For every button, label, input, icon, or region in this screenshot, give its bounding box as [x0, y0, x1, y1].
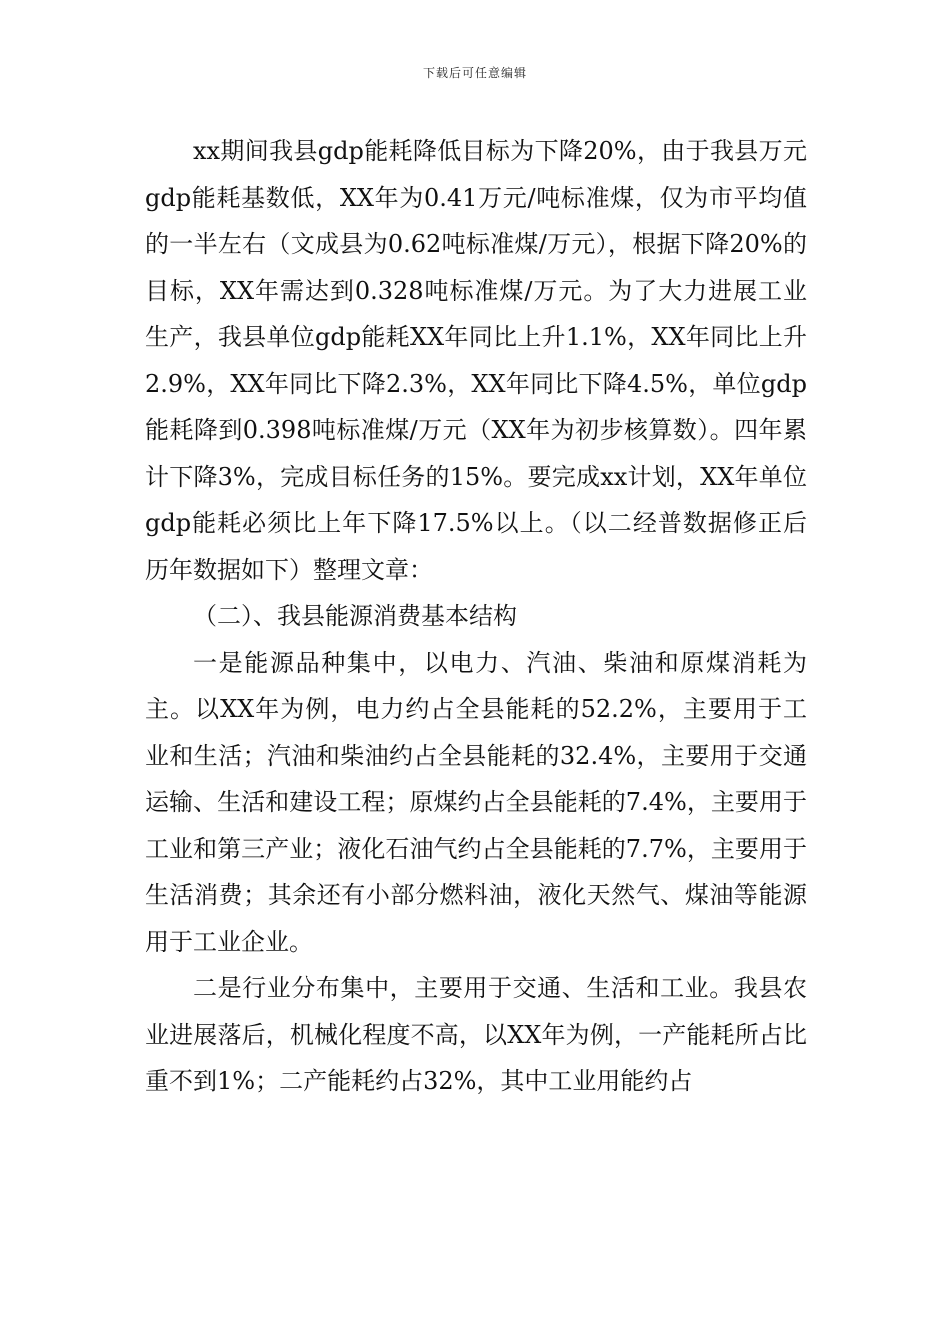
- section-heading-energy-structure: （二）、我县能源消费基本结构: [193, 602, 517, 630]
- header-note: 下载后可任意编辑: [422, 66, 527, 80]
- paragraph-energy-target: xx期间我县gdp能耗降低目标为下降20%，由于我县万元gdp能耗基数低，XX年为0.41万元/吨标准煤，仅为市平均值的一半左右（文成县为0.62吨标准煤/万元），根据下降20%的目标，XX年需达到0.328吨标准煤/万元。为了大力进展工业生产，我县单位gdp能耗XX年同比上升1.1%，XX年同比上升2.9%，XX年同比下降2.3%，XX年同比下降4.5%，单位gdp能耗降到0.398吨标准煤/万元（XX年为初步核算数）。四年累计下降3%，完成目标任务的15%。要完成xx计划，XX年单位gdp能耗必须比上年下降17.5%以上。（以二经普数据修正后历年数据如下）整理文章：: [145, 137, 807, 584]
- paragraph-energy-types: 一是能源品种集中，以电力、汽油、柴油和原煤消耗为主。以XX年为例，电力约占全县能耗的52.2%，主要用于工业和生活；汽油和柴油约占全县能耗的32.4%，主要用于交通运输、生活和建设工程；原煤约占全县能耗的7.4%，主要用于工业和第三产业；液化石油气约占全县能耗的7.7%，主要用于生活消费；其余还有小部分燃料油，液化天然气、煤油等能源用于工业企业。: [145, 648, 807, 956]
- document-body: [145, 128, 807, 1105]
- paragraph-industry-distribution: 二是行业分布集中，主要用于交通、生活和工业。我县农业进展落后，机械化程度不高，以XX年为例，一产能耗所占比重不到1%；二产能耗约占32%，其中工业用能约占: [145, 974, 807, 1095]
